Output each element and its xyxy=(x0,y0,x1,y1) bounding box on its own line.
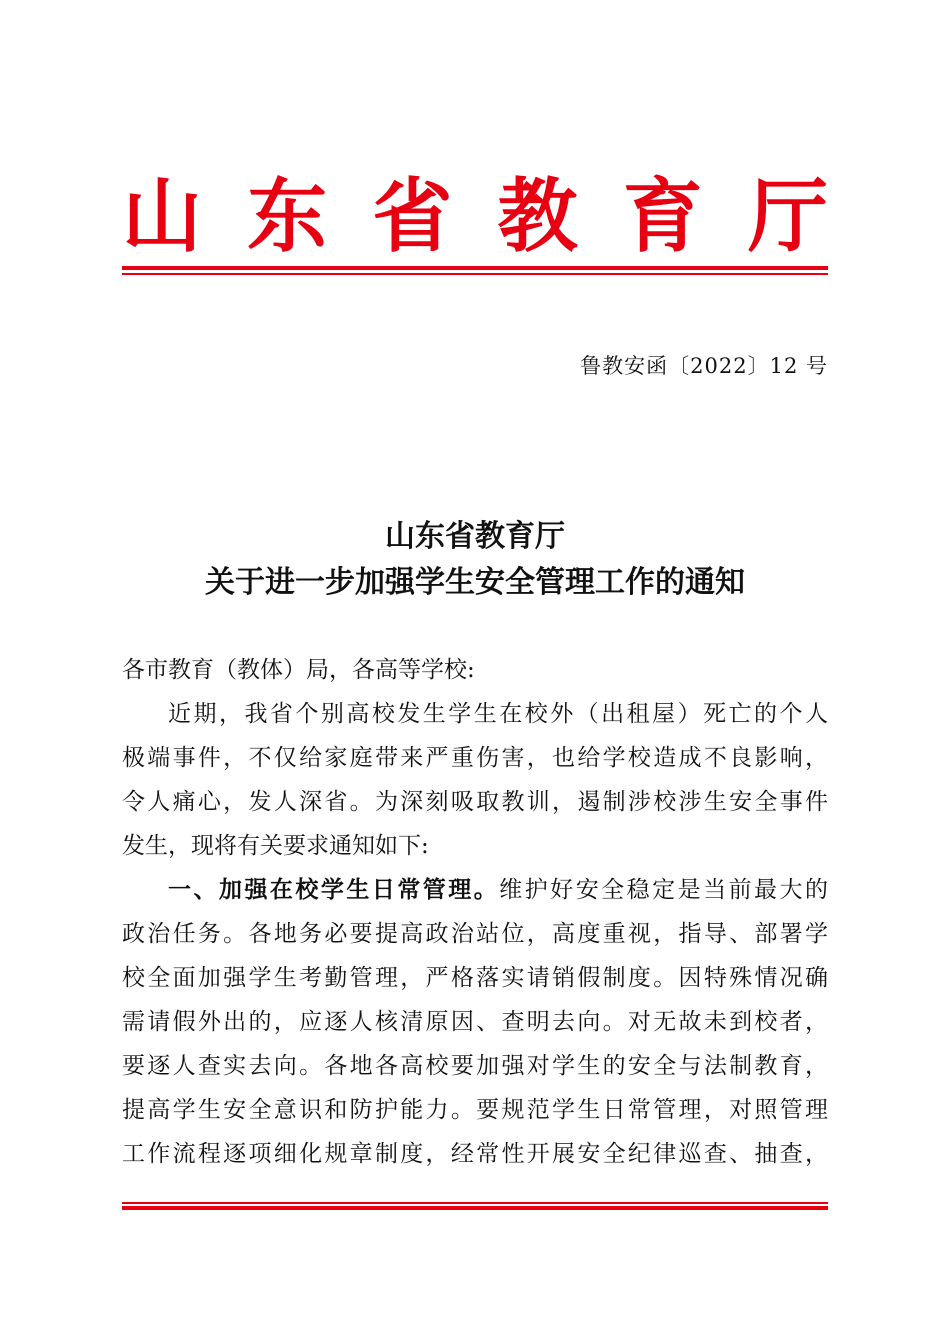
document-number: 鲁教安函〔2022〕12 号 xyxy=(580,354,828,378)
section-heading-line xyxy=(122,868,828,912)
body-line: 要逐人查实去向。各地各高校要加强对学生的安全与法制教育， xyxy=(122,1053,828,1079)
body-line: 提高学生安全意识和防护能力。要规范学生日常管理，对照管理 xyxy=(122,1097,828,1123)
salutation: 各市教育（教体）局，各高等学校: xyxy=(122,657,475,683)
title-line-2: 关于进一步加强学生安全管理工作的通知 xyxy=(205,565,745,600)
issuing-authority-header xyxy=(122,168,828,264)
header-red-rule-thick xyxy=(122,266,828,270)
body-line: 工作流程逐项细化规章制度，经常性开展安全纪律巡查、抽查， xyxy=(122,1141,828,1167)
body-line: 令人痛心，发人深省。为深刻吸取教训，遏制涉校涉生安全事件 xyxy=(122,789,828,815)
footer-red-rule-thick xyxy=(122,1206,828,1210)
header-char: 厅 xyxy=(747,169,828,263)
document-title xyxy=(122,514,828,606)
title-line-1: 山东省教育厅 xyxy=(385,519,565,554)
body-line-text: 维护好安全稳定是当前最大的 xyxy=(499,877,829,903)
header-char: 山 xyxy=(122,169,202,263)
document-body xyxy=(122,648,828,1176)
header-char: 省 xyxy=(372,169,453,263)
body-line: 发生，现将有关要求通知如下: xyxy=(122,833,429,859)
body-line: 近期，我省个别高校发生学生在校外（出租屋）死亡的个人 xyxy=(168,701,828,727)
header-char: 教 xyxy=(497,169,578,263)
body-line: 极端事件，不仅给家庭带来严重伤害，也给学校造成不良影响， xyxy=(122,745,828,771)
body-line: 校全面加强学生考勤管理，严格落实请销假制度。因特殊情况确 xyxy=(122,965,828,991)
header-red-rule-thin xyxy=(122,273,828,275)
header-char: 东 xyxy=(247,169,328,263)
body-line: 政治任务。各地务必要提高政治站位，高度重视，指导、部署学 xyxy=(122,921,828,947)
header-char: 育 xyxy=(622,169,703,263)
footer-red-rule-thin xyxy=(122,1202,828,1204)
body-line: 需请假外出的，应逐人核清原因、查明去向。对无故未到校者， xyxy=(122,1009,828,1035)
section-heading: 一、加强在校学生日常管理。 xyxy=(168,877,500,903)
